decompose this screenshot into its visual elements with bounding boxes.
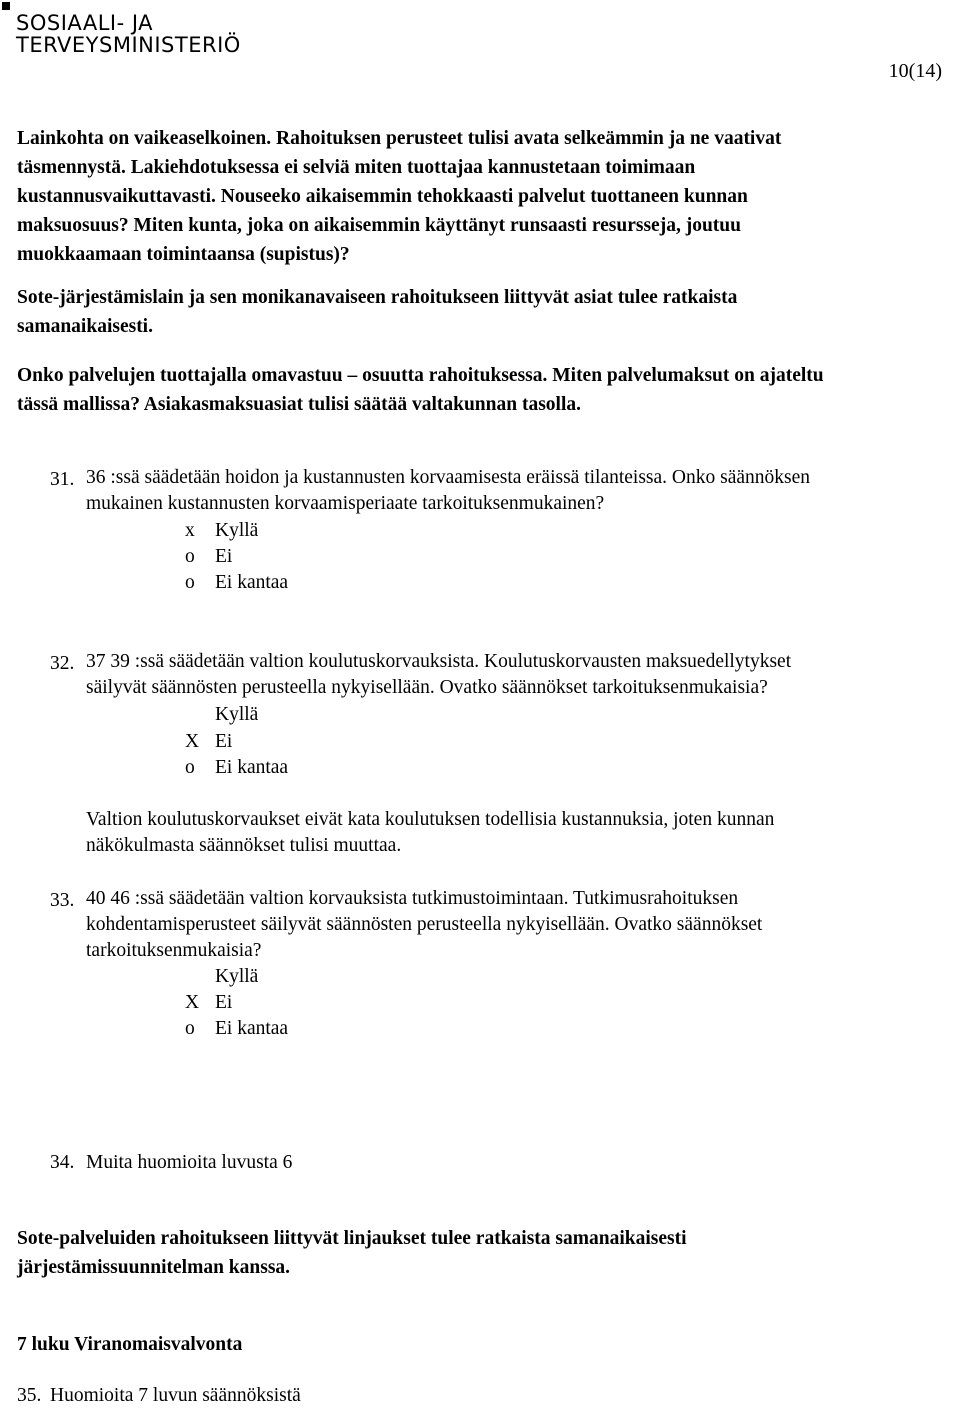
selected-mark: X <box>185 992 200 1013</box>
unselected-mark: o <box>185 757 195 778</box>
text-line: maksuosuus? Miten kunta, joka on aikaisemmin käyttänyt runsaasti resursseja, joutuu <box>17 215 741 236</box>
text-line: täsmennystä. Lakiehdotuksessa ei selviä miten tuottajaa kannustetaan toimimaan <box>17 157 696 178</box>
option-label: Ei <box>215 731 233 752</box>
option-label: Ei kantaa <box>215 757 289 778</box>
q32-option-kylla[interactable] <box>185 702 258 728</box>
q32-option-ei-kantaa[interactable] <box>185 755 288 781</box>
question-32-text <box>86 649 791 701</box>
option-label: Ei kantaa <box>215 572 289 593</box>
text-line: säilyvät säännösten perusteella nykyisellään. Ovatko säännökset tarkoituksenmukaisia? <box>86 677 768 698</box>
text-line: samanaikaisesti. <box>17 316 153 337</box>
question-35-number: 35. <box>17 1385 42 1406</box>
option-label: Kyllä <box>215 966 259 987</box>
text-line: Sote-palveluiden rahoitukseen liittyvät linjaukset tulee ratkaista samanaikaisesti <box>17 1228 687 1249</box>
question-31-number: 31. <box>50 469 75 490</box>
selected-mark: x <box>185 520 195 541</box>
question-31-text <box>86 465 810 517</box>
q31-option-kylla[interactable] <box>185 518 258 544</box>
question-34-text: Muita huomioita luvusta 6 <box>86 1152 293 1173</box>
text-line: Lainkohta on vaikeaselkoinen. Rahoituksen perusteet tulisi avata selkeämmin ja ne vaativat <box>17 128 782 149</box>
text-line: 37 39 :ssä säädetään valtion koulutuskorvauksista. Koulutuskorvausten maksuedellytykset <box>86 651 792 672</box>
q33-option-ei[interactable] <box>185 990 232 1016</box>
option-label: Ei kantaa <box>215 1018 289 1039</box>
text-line: Onko palvelujen tuottajalla omavastuu – osuutta rahoituksessa. Miten palvelumaksut on ajateltu <box>17 365 824 386</box>
answer-34 <box>17 1224 687 1282</box>
unselected-mark: o <box>185 572 195 593</box>
logo-line-1: SOSIAALI- JA <box>16 11 154 35</box>
intro-paragraph-1 <box>17 124 781 269</box>
text-line: mukainen kustannusten korvaamisperiaate tarkoituksenmukainen? <box>86 493 605 514</box>
text-line: muokkaamaan toimintaansa (supistus)? <box>17 244 350 265</box>
q32-option-ei[interactable] <box>185 729 232 755</box>
text-line: näkökulmasta säännökset tulisi muuttaa. <box>86 835 402 856</box>
unselected-mark: o <box>185 546 195 567</box>
option-label: Ei <box>215 546 233 567</box>
question-34-number: 34. <box>50 1152 75 1173</box>
chapter-7-heading: 7 luku Viranomaisvalvonta <box>17 1334 243 1355</box>
text-line: kohdentamisperusteet säilyvät säännösten perusteella nykyisellään. Ovatko säännökset <box>86 914 763 935</box>
q33-option-ei-kantaa[interactable] <box>185 1016 288 1042</box>
q33-option-kylla[interactable] <box>185 964 258 990</box>
question-32-number: 32. <box>50 653 75 674</box>
text-line: 40 46 :ssä säädetään valtion korvauksista tutkimustoimintaan. Tutkimusrahoituksen <box>86 888 739 909</box>
text-line: kustannusvaikuttavasti. Nouseeko aikaisemmin tehokkaasti palvelut tuottaneen kunnan <box>17 186 748 207</box>
question-32-comment <box>86 807 774 859</box>
page-number: 10(14) <box>888 60 942 82</box>
logo-line-2: TERVEYSMINISTERIÖ <box>16 33 241 57</box>
intro-paragraph-3 <box>17 361 824 419</box>
question-33-text <box>86 886 762 964</box>
option-label: Kyllä <box>215 520 259 541</box>
text-line: Sote-järjestämislain ja sen monikanavaiseen rahoitukseen liittyvät asiat tulee ratkaista <box>17 287 738 308</box>
intro-paragraph-2 <box>17 283 737 341</box>
logo-square-icon <box>2 2 10 10</box>
text-line: järjestämissuunnitelman kanssa. <box>17 1257 291 1278</box>
text-line: tarkoituksenmukaisia? <box>86 940 262 961</box>
q31-option-ei[interactable] <box>185 544 232 570</box>
q31-option-ei-kantaa[interactable] <box>185 570 288 596</box>
selected-mark: X <box>185 731 200 752</box>
question-35-text: Huomioita 7 luvun säännöksistä <box>50 1385 301 1406</box>
option-label: Kyllä <box>215 704 259 725</box>
text-line: Valtion koulutuskorvaukset eivät kata koulutuksen todellisia kustannuksia, joten kunnan <box>86 809 775 830</box>
question-33-number: 33. <box>50 890 75 911</box>
text-line: tässä mallissa? Asiakasmaksuasiat tulisi säätää valtakunnan tasolla. <box>17 394 582 415</box>
text-line: 36 :ssä säädetään hoidon ja kustannusten korvaamisesta eräissä tilanteissa. Onko säännöksen <box>86 467 811 488</box>
unselected-mark: o <box>185 1018 195 1039</box>
option-label: Ei <box>215 992 233 1013</box>
